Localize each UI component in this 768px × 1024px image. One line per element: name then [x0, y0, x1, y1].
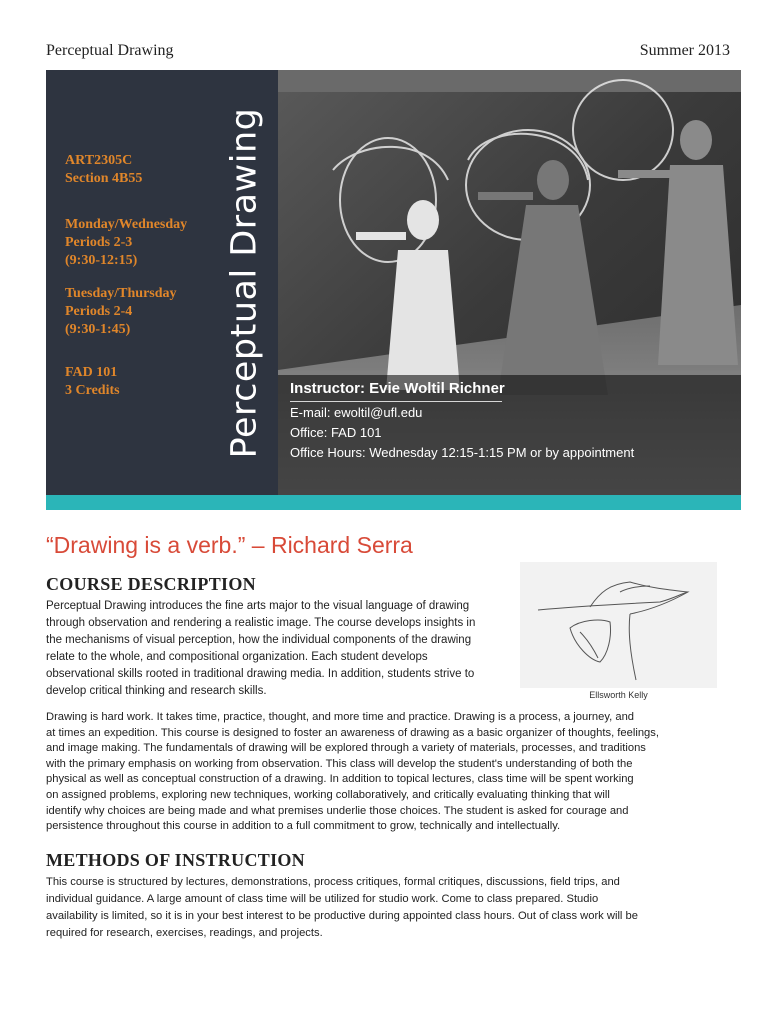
- text-line: This course is structured by lectures, demonstrations, process critiques, formal critiques, discussions, field trips, and: [46, 876, 620, 888]
- credits: 3 Credits: [65, 383, 120, 398]
- text-line: with the primary emphasis on working from observation. This class will develop the student's understanding of both the: [46, 757, 633, 770]
- header-term: Summer 2013: [639, 42, 730, 59]
- course-section: Section 4B55: [65, 171, 143, 186]
- text-line: the mechanisms of visual perception, how the individual components of the drawing: [46, 634, 472, 646]
- pull-quote: “Drawing is a verb.” – Richard Serra: [46, 532, 413, 558]
- schedule-mw-days: Monday/Wednesday: [65, 217, 188, 232]
- course-description-heading: COURSE DESCRIPTION: [46, 574, 256, 594]
- text-line: develop critical thinking and research skills.: [46, 685, 267, 697]
- vertical-title: [214, 78, 274, 488]
- course-description-p1: [46, 598, 514, 700]
- methods-heading: METHODS OF INSTRUCTION: [46, 850, 305, 870]
- text-line: individual guidance. A large amount of class time will be utilized for studio work. Come to class prepared. Studio: [46, 893, 599, 905]
- schedule-tt-times: (9:30-1:45): [65, 322, 131, 337]
- leaf-drawing-icon: [520, 562, 717, 688]
- ellsworth-kelly-sketch: [520, 562, 717, 688]
- course-banner: [46, 70, 741, 510]
- text-line: at times an expedition. This course is designed to foster an awareness of drawing as a basic organizer of thoughts, feelings,: [46, 726, 659, 739]
- sketch-caption: Ellsworth Kelly: [589, 690, 648, 700]
- course-description-p2: [46, 710, 726, 835]
- room: FAD 101: [65, 365, 118, 380]
- vertical-title-text: Perceptual Drawing: [224, 107, 264, 459]
- instructor-office: Office: FAD 101: [290, 425, 382, 440]
- instructor-box: [290, 380, 730, 462]
- text-line: on assigned problems, exploring new techniques, working collaboratively, and critically evaluating thinking that will: [46, 788, 610, 801]
- room-credits: [65, 364, 120, 400]
- info-panel: [46, 70, 278, 495]
- text-line: required for research, exercises, readings, and projects.: [46, 927, 323, 939]
- schedule-tt-days: Tuesday/Thursday: [65, 286, 177, 301]
- methods-paragraph: [46, 874, 726, 942]
- instructor-email[interactable]: E-mail: ewoltil@ufl.edu: [290, 405, 423, 420]
- schedule-tt: [65, 285, 177, 339]
- instructor-hours: Office Hours: Wednesday 12:15-1:15 PM or by appointment: [290, 445, 635, 460]
- schedule-mw: [65, 216, 187, 270]
- text-line: through observation and rendering a realistic image. The course develops insights in: [46, 617, 476, 629]
- text-line: availability is limited, so it is in your best interest to be productive during appointed class hours. Out of class work will be: [46, 910, 638, 922]
- header-course-name: Perceptual Drawing: [46, 42, 174, 59]
- text-line: Perceptual Drawing introduces the fine arts major to the visual language of drawing: [46, 600, 470, 612]
- text-line: physical as well as conceptual construction of a drawing. In addition to topical lectures, class time will be spent working: [46, 773, 634, 786]
- instructor-name: Instructor: Evie Woltil Richner: [290, 380, 502, 402]
- course-id-block: [65, 152, 142, 188]
- text-line: relate to the whole, and compositional organization. Each student develops: [46, 651, 428, 663]
- text-line: identify why choices are being made and what premises underlie those choices. The student is asked for courage and: [46, 804, 629, 817]
- schedule-tt-periods: Periods 2-4: [65, 304, 133, 319]
- text-line: persistence throughout this course in addition to a full commitment to grow, technically and intellectually.: [46, 820, 561, 833]
- text-line: and image making. The fundamentals of drawing will be explored through a variety of materials, processes, and traditions: [46, 742, 646, 755]
- schedule-mw-periods: Periods 2-3: [65, 235, 133, 250]
- course-code: ART2305C: [65, 153, 133, 168]
- text-line: observational skills rooted in traditional drawing media. In addition, students strive to: [46, 668, 475, 680]
- text-line: Drawing is hard work. It takes time, practice, thought, and more time and practice. Drawing is a process, a journey, and: [46, 711, 635, 723]
- schedule-mw-times: (9:30-12:15): [65, 253, 138, 268]
- accent-bar: [46, 495, 741, 510]
